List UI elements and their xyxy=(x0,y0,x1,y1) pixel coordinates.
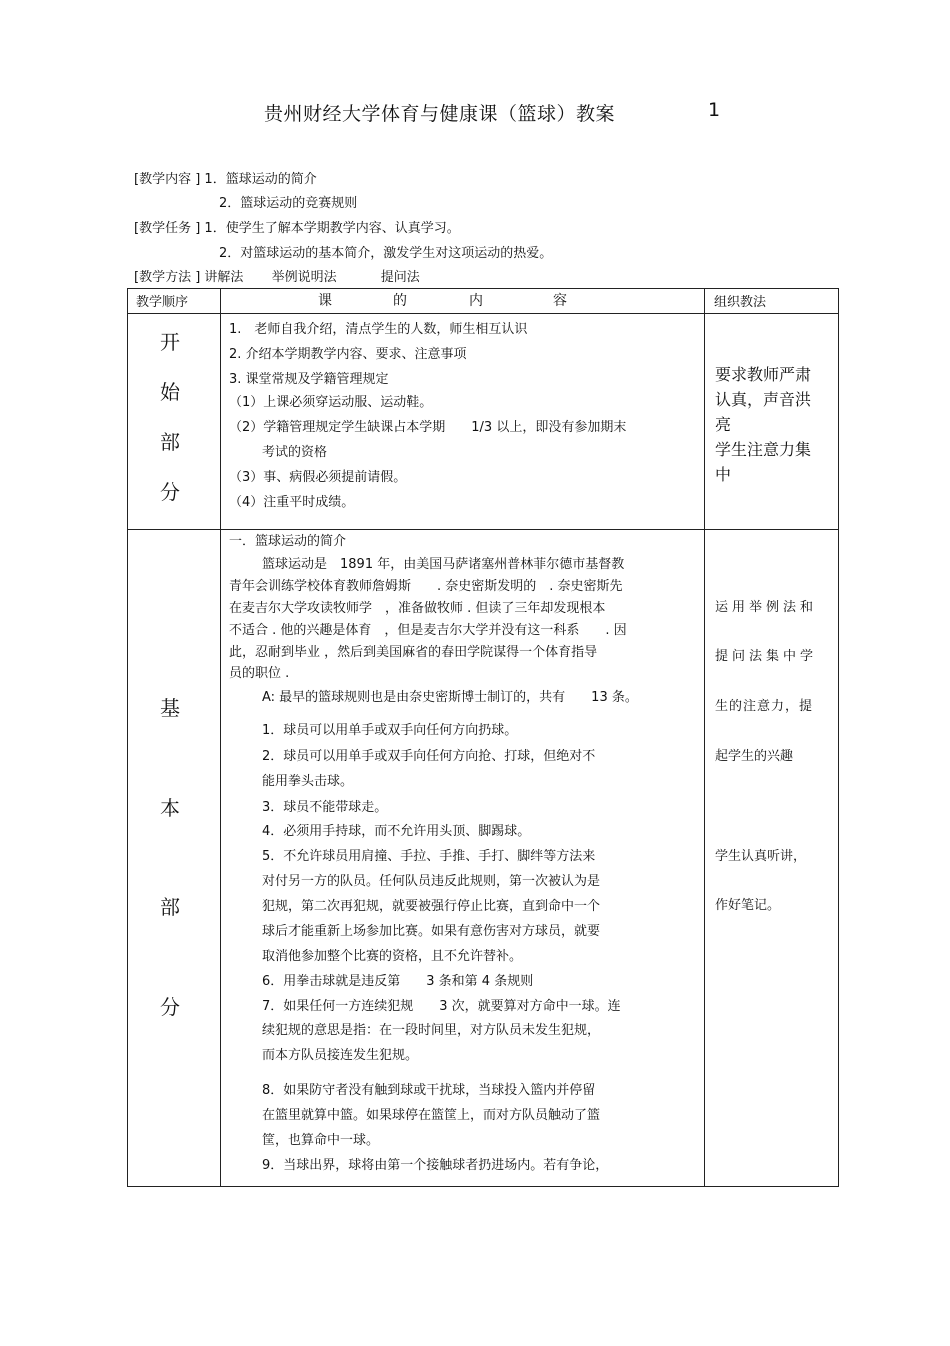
column-divider-2 xyxy=(704,288,705,1187)
section-char: 分 xyxy=(160,995,180,1019)
intro-line: 员的职位 . xyxy=(229,666,290,681)
header-order: 教学顺序 xyxy=(136,295,189,310)
task-item-2: 2．对篮球运动的基本简介，激发学生对这项运动的热爱。 xyxy=(219,246,553,261)
rule-line: 5．不允许球员用肩撞、手拉、手推、手打、脚绊等方法来 xyxy=(262,849,596,864)
section-char: 始 xyxy=(160,380,180,404)
table-border-top xyxy=(127,288,839,289)
header-divider xyxy=(127,313,839,314)
rule-line: 对付另一方的队员。任何队员违反此规则，第一次被认为是 xyxy=(262,874,601,889)
method-1: 讲解法 xyxy=(204,270,244,285)
start-org-line: 学生注意力集 xyxy=(715,440,812,459)
section-char: 开 xyxy=(160,330,180,354)
intro-line: 篮球运动是 1891 年，由美国马萨诸塞州普林菲尔德市基督教 xyxy=(262,557,625,572)
header-content-char: 内 xyxy=(469,293,483,309)
start-org-line: 中 xyxy=(715,465,732,484)
start-line: 2. 介绍本学期教学内容、要求、注意事项 xyxy=(229,347,467,362)
method-3: 提问法 xyxy=(380,270,420,285)
intro-line: 此，忍耐到毕业 ，然后到美国麻省的春田学院谋得一个体育指导 xyxy=(229,645,598,660)
basic-org-line: 起学生的兴趣 xyxy=(715,749,794,764)
start-org-line: 亮 xyxy=(715,415,732,434)
rule-line: 7．如果任何一方连续犯规 3 次，就要算对方命中一球。连 xyxy=(262,999,621,1014)
method-label: [教学方法 ] xyxy=(134,270,201,285)
rule-line: 而本方队员接连发生犯规。 xyxy=(262,1048,419,1063)
basic-org-line: 提问法集中学 xyxy=(715,649,818,664)
rule-line: 9．当球出界，球将由第一个接触球者扔进场内。若有争论， xyxy=(262,1158,609,1173)
rule-line: 6．用拳击球就是违反第 3 条和第 4 条规则 xyxy=(262,974,534,989)
start-line: （1）上课必须穿运动服、运动鞋。 xyxy=(229,395,433,410)
rule-line: 取消他参加整个比赛的资格，且不允许替补。 xyxy=(262,949,523,964)
rule-line: 在篮里就算中篮。如果球停在篮筐上，而对方队员触动了篮 xyxy=(262,1108,601,1123)
rule-line: 筐，也算命中一球。 xyxy=(262,1133,380,1148)
meta-content-row xyxy=(134,168,317,187)
header-content-char: 课 xyxy=(318,293,332,309)
section-char: 基 xyxy=(160,696,180,720)
start-line: （3）事、病假必须提前请假。 xyxy=(229,470,407,485)
section-char: 部 xyxy=(160,895,180,919)
rule-line: 2．球员可以用单手或双手向任何方向抢、打球，但绝对不 xyxy=(262,749,596,764)
basic-org-line: 运用举例法和 xyxy=(715,600,818,615)
page-title: 贵州财经大学体育与健康课（篮球）教案 xyxy=(264,103,616,125)
content-item-2: 2．篮球运动的竞赛规则 xyxy=(219,196,358,211)
table-border-right xyxy=(838,288,839,1187)
start-line: 1. 老师自我介绍，清点学生的人数，师生相互认识 xyxy=(229,322,528,337)
page-number: 1 xyxy=(708,99,721,121)
rule-line: 续犯规的意思是指：在一段时间里，对方队员未发生犯规， xyxy=(262,1023,601,1038)
basic-org-line: 作好笔记。 xyxy=(715,898,781,913)
start-line: （2）学籍管理规定学生缺课占本学期 1/3 以上，即没有参加期末 xyxy=(229,420,627,435)
task-item-1: 1．使学生了解本学期教学内容、认真学习。 xyxy=(204,221,460,236)
table-border-bottom xyxy=(127,1186,839,1187)
intro-line: 在麦吉尔大学攻读牧师学 ，准备做牧师 . 但读了三年却发现根本 xyxy=(229,601,606,616)
section-char: 部 xyxy=(160,430,180,454)
start-line: 考试的资格 xyxy=(262,445,328,460)
content-label: [教学内容 ] xyxy=(134,172,201,187)
start-line: （4）注重平时成绩。 xyxy=(229,495,355,510)
rule-line: 8．如果防守者没有触到球或干扰球，当球投入篮内并停留 xyxy=(262,1083,596,1098)
column-divider-1 xyxy=(220,288,221,1187)
task-label: [教学任务 ] xyxy=(134,221,201,236)
intro-line: 青年会训练学校体育教师詹姆斯 . 奈史密斯发明的 . 奈史密斯先 xyxy=(229,579,623,594)
content-item-1: 1．篮球运动的简介 xyxy=(204,172,317,187)
table-border-left xyxy=(127,288,128,1187)
start-line: 3. 课堂常规及学籍管理规定 xyxy=(229,372,389,387)
rule-line: 球后才能重新上场参加比赛。如果有意伤害对方球员，就要 xyxy=(262,924,601,939)
intro-line: 不适合 . 他的兴趣是体育 ，但是麦吉尔大学并没有这一科系 . 因 xyxy=(229,623,627,638)
header-org: 组织教法 xyxy=(714,295,767,310)
rule-line: 3．球员不能带球走。 xyxy=(262,800,388,815)
rule-line: 1．球员可以用单手或双手向任何方向扔球。 xyxy=(262,723,518,738)
section-char: 分 xyxy=(160,480,180,504)
header-content-char: 的 xyxy=(393,293,407,309)
rule-line: 4．必须用手持球，而不允许用头顶、脚踢球。 xyxy=(262,824,531,839)
header-content-char: 容 xyxy=(553,293,567,309)
method-2: 举例说明法 xyxy=(271,270,337,285)
meta-task-row xyxy=(134,217,460,236)
intro-line: 一．篮球运动的简介 xyxy=(229,534,347,549)
meta-method-row xyxy=(134,266,420,285)
rule-line: 能用拳头击球。 xyxy=(262,774,354,789)
header-content xyxy=(0,290,950,310)
start-org-line: 认真，声音洪 xyxy=(715,390,812,409)
start-org-line: 要求教师严肃 xyxy=(715,365,812,384)
section-char: 本 xyxy=(160,796,180,820)
basic-org-line: 学生认真听讲， xyxy=(715,849,807,864)
rule-a: A: 最早的篮球规则也是由奈史密斯博士制订的，共有 13 条。 xyxy=(262,690,638,705)
rule-line: 犯规，第二次再犯规，就要被强行停止比赛，直到命中一个 xyxy=(262,899,601,914)
basic-org-line: 生的注意力，提 xyxy=(715,699,814,714)
